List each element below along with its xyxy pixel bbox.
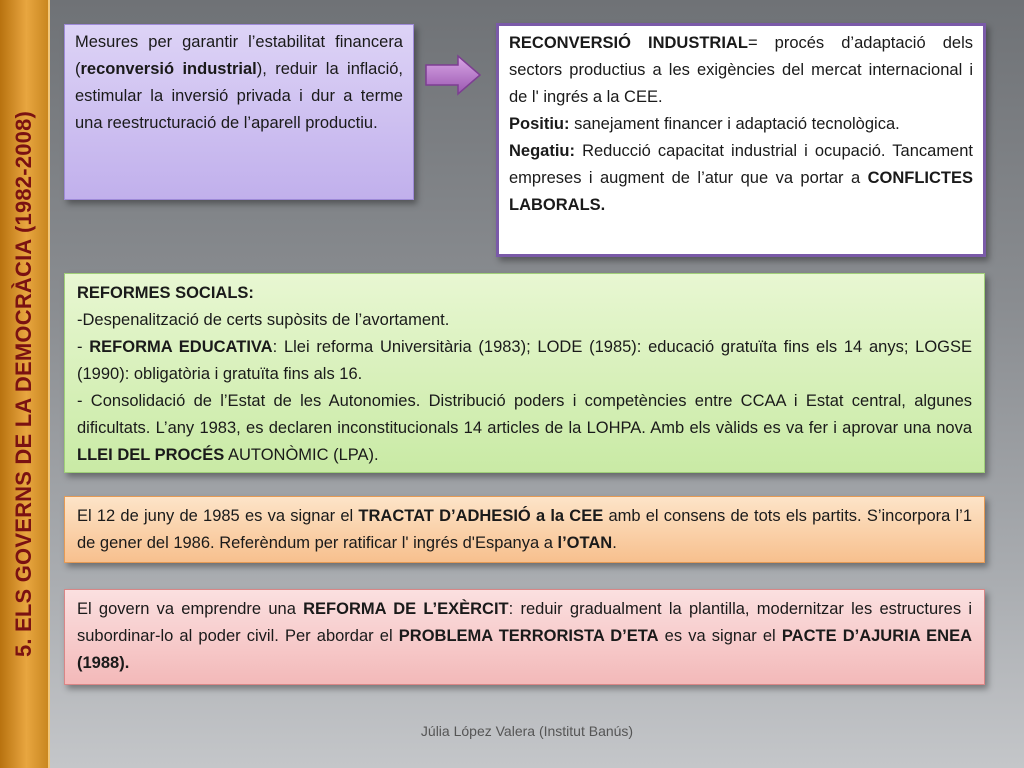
reconversion-definition (509, 30, 973, 111)
bold-run: l’OTAN (557, 534, 613, 552)
text-run: es va signar el (658, 627, 782, 645)
right-arrow-icon (424, 54, 482, 96)
bold-run: REFORMA EDUCATIVA (89, 338, 273, 356)
text-run: Mesures per garantir l’estabilitat financera ( (75, 33, 403, 78)
social-item-autonomies (77, 388, 972, 469)
bold-run: PACTE D’AJURIA ENEA (1988). (77, 627, 972, 672)
section-title: 5. ELS GOVERNS DE LA DEMOCRÀCIA (1982-2008) (11, 110, 36, 658)
text-run: Reducció capacitat industrial i ocupació. Tancament empreses i augment de l’atur que va portar a (509, 142, 973, 187)
reconversion-box (496, 23, 986, 257)
bold-run: REFORMA DE L’EXÈRCIT (303, 600, 509, 618)
bold-run: Positiu: (509, 115, 570, 133)
text-run: - Consolidació de l’Estat de les Autonomies. Distribució poders i competències entre CCAA i Estat central, algunes dificultats. L’any 1983, es declaren inconstitucionals 14 articles de la LOHPA. Amb els vàlids es va fer i aprovar una nova (77, 392, 972, 437)
text-run: ), reduir la inflació, estimular la inversió privada i dur a terme una reestructuració de l’aparell productiu. (75, 60, 403, 132)
sidebar-band (0, 0, 50, 768)
measures-text (75, 29, 403, 137)
bold-run: Negatiu: (509, 142, 575, 160)
social-item-abortion: -Despenalització de certs supòsits de l’avortament. (77, 311, 450, 329)
text-run: . (612, 534, 617, 552)
army-text (77, 596, 972, 677)
bold-run: RECONVERSIÓ INDUSTRIAL (509, 34, 748, 52)
text-run: sanejament financer i adaptació tecnològica. (569, 115, 900, 133)
text-run: = procés d’adaptació dels sectors productius a les exigències del mercat internacional i de l' ingrés a la CEE. (509, 34, 973, 106)
text-run: El govern va emprendre una (77, 600, 304, 618)
social-reforms-box (64, 273, 985, 473)
text-run: amb el consens de tots els partits. S’incorpora l’1 de gener del 1986. Referèndum per ratificar l' ingrés d'Espanya a (77, 507, 973, 552)
text-run: El 12 de juny de 1985 es va signar el (77, 507, 359, 525)
text-run: AUTONÒMIC (LPA). (224, 446, 379, 464)
bold-run: PROBLEMA TERRORISTA D’ETA (398, 627, 659, 645)
bold-run: REFORMES SOCIALS: (77, 284, 254, 302)
text-run: : reduir gradualment la plantilla, modernitzar les estructures i subordinar-lo al poder civil. Per abordar el (77, 600, 973, 645)
cee-box (64, 496, 985, 563)
reconversion-positive (509, 111, 973, 138)
social-item-education (77, 334, 972, 388)
measures-box (64, 24, 414, 200)
bold-run: TRACTAT D’ADHESIÓ a la CEE (358, 507, 604, 525)
reconversion-negative (509, 138, 973, 219)
bold-run: reconversió industrial (80, 60, 257, 78)
text-run: - (77, 338, 90, 356)
text-run: : Llei reforma Universitària (1983); LODE (1985): educació gratuïta fins els 14 anys; LOGSE (1990): obligatòria i gratuïta fins als 16. (77, 338, 973, 383)
bold-run: LLEI DEL PROCÉS (77, 446, 225, 464)
bold-run: CONFLICTES LABORALS. (509, 169, 973, 214)
army-reform-box (64, 589, 985, 685)
cee-text (77, 503, 972, 557)
social-heading (77, 280, 972, 307)
footer-credit: Júlia López Valera (Institut Banús) (420, 723, 634, 739)
